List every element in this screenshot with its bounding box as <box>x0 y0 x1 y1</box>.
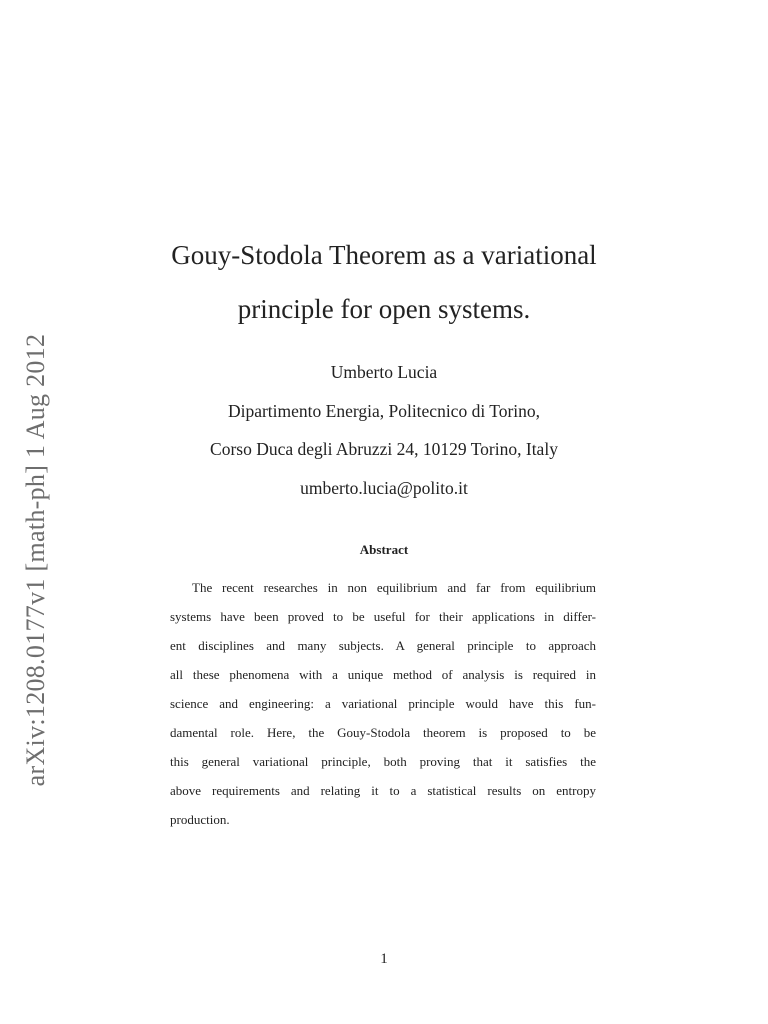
abstract-line: ent disciplines and many subjects. A general principle to approach <box>170 638 596 653</box>
abstract-heading: Abstract <box>359 542 409 557</box>
abstract-line: The recent researches in non equilibrium and far from equilibrium <box>192 580 596 595</box>
arxiv-identifier-text: arXiv:1208.0177v1 [math-ph] 1 Aug 2012 <box>21 333 50 787</box>
paper-title-line-2: principle for open systems. <box>237 294 531 324</box>
author-name: Umberto Lucia <box>330 362 438 382</box>
author-affiliation-2: Corso Duca degli Abruzzi 24, 10129 Torino, Italy <box>210 439 558 459</box>
abstract-line: damental role. Here, the Gouy-Stodola theorem is proposed to be <box>170 725 596 740</box>
abstract-line: above requirements and relating it to a statistical results on entropy <box>170 783 596 798</box>
author-email: umberto.lucia@polito.it <box>300 478 468 498</box>
paper-title-line-1: Gouy-Stodola Theorem as a variational <box>171 240 597 270</box>
author-affiliation-1: Dipartimento Energia, Politecnico di Torino, <box>227 401 541 421</box>
arxiv-identifier-stamp <box>14 335 58 785</box>
page-number: 1 <box>380 951 388 967</box>
abstract-line: systems have been proved to be useful for their applications in differ- <box>170 609 596 624</box>
abstract-line: this general variational principle, both proving that it satisfies the <box>170 754 596 769</box>
abstract-line: science and engineering: a variational principle would have this fun- <box>170 696 596 711</box>
abstract-line: production. <box>170 812 230 827</box>
abstract-line: all these phenomena with a unique method of analysis is required in <box>170 667 596 682</box>
